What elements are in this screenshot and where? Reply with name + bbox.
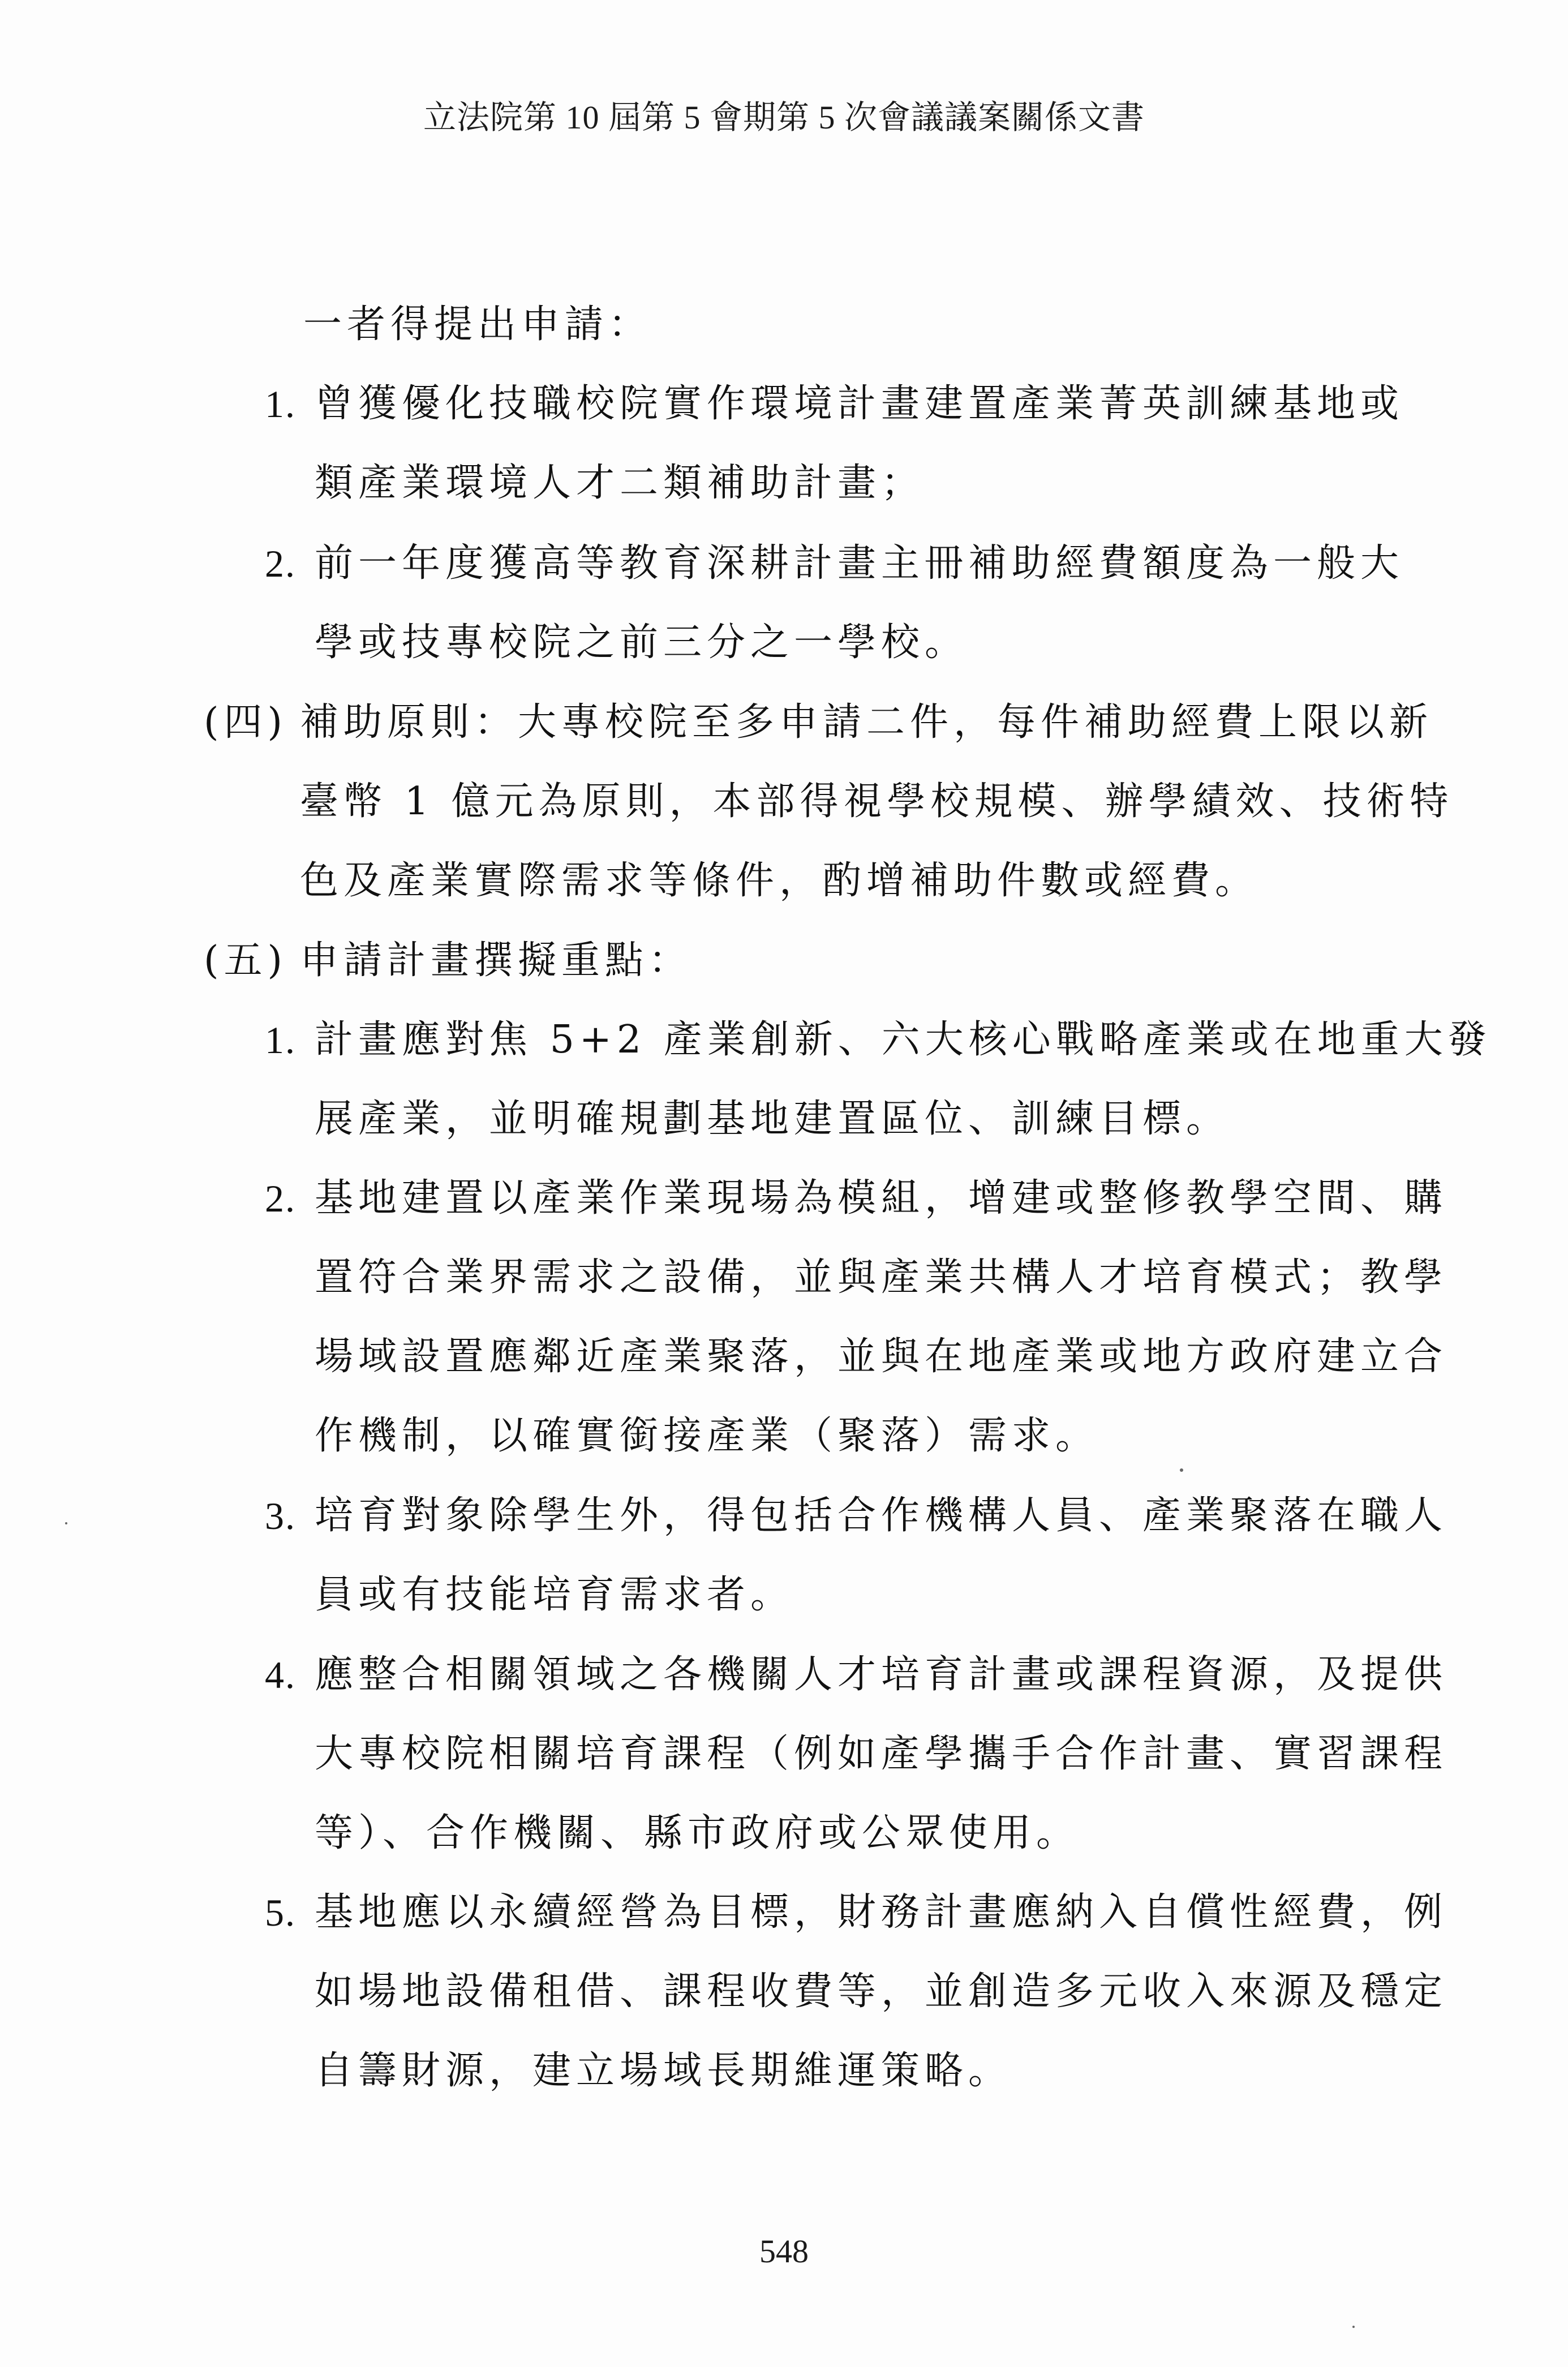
scan-speck [65,1522,67,1524]
list-item-text: 員或有技能培育需求者。 [315,1573,794,1617]
list-item-text: 展產業，並明確規劃基地建置區位、訓練目標。 [315,1097,1230,1141]
list-item-text: 類產業環境人才二類補助計畫； [315,461,925,505]
list-number: 4. [265,1653,296,1696]
list-item-text: 曾獲優化技職校院實作環境計畫建置產業菁英訓練基地或 [315,381,1404,426]
section-text: 申請計畫撰擬重點： [300,938,693,983]
list-item-text: 學或技專校院之前三分之一學校。 [315,620,969,665]
list-number: 2. [265,542,296,585]
section-marker: (四) [204,700,288,745]
list-item-text: 自籌財源，建立場域長期維運策略。 [315,2048,1012,2093]
list-item-text: 如場地設備租借、課程收費等，並創造多元收入來源及穩定 [315,1969,1448,2014]
list-item-text: 前一年度獲高等教育深耕計畫主冊補助經費額度為一般大 [315,541,1404,586]
section-text: 色及產業實際需求等條件，酌增補助件數或經費。 [300,858,1259,903]
list-item-text: 基地應以永續經營為目標，財務計畫應納入自償性經費，例 [315,1890,1448,1935]
list-number: 1. [265,1019,296,1062]
document-header: 立法院第 10 屆第 5 會期第 5 次會議議案關係文書 [423,99,1145,136]
scan-speck [1180,1468,1183,1472]
list-item-text: 場域設置應鄰近產業聚落，並與在地產業或地方政府建立合 [315,1334,1448,1379]
list-item-text: 計畫應對焦 5+2 產業創新、六大核心戰略產業或在地重大發 [315,1017,1492,1062]
list-item-text: 大專校院相關培育課程（例如產學攜手合作計畫、實習課程 [315,1732,1448,1776]
list-item-text: 基地建置以產業作業現場為模組，增建或整修教學空間、購 [315,1176,1448,1221]
list-item-text: 等）、合作機關、縣市政府或公眾使用。 [315,1811,1080,1855]
list-number: 2. [265,1177,296,1220]
paragraph-line: 一者得提出申請： [303,302,652,347]
section-marker: (五) [204,938,288,983]
list-item-text: 培育對象除學生外，得包括合作機構人員、產業聚落在職人 [315,1493,1448,1538]
list-number: 5. [265,1891,296,1934]
list-item-text: 置符合業界需求之設備，並與產業共構人才培育模式；教學 [315,1255,1448,1300]
list-item-text: 作機制，以確實銜接產業（聚落）需求。 [315,1414,1099,1458]
list-number: 1. [265,383,296,426]
scan-speck [1352,2326,1355,2328]
page-number: 548 [759,2233,809,2270]
list-item-text: 應整合相關領域之各機關人才培育計畫或課程資源，及提供 [315,1652,1448,1697]
section-text: 臺幣 1 億元為原則，本部得視學校規模、辦學績效、技術特 [300,779,1454,824]
section-text: 補助原則：大專校院至多申請二件，每件補助經費上限以新 [300,700,1433,745]
list-number: 3. [265,1494,296,1537]
